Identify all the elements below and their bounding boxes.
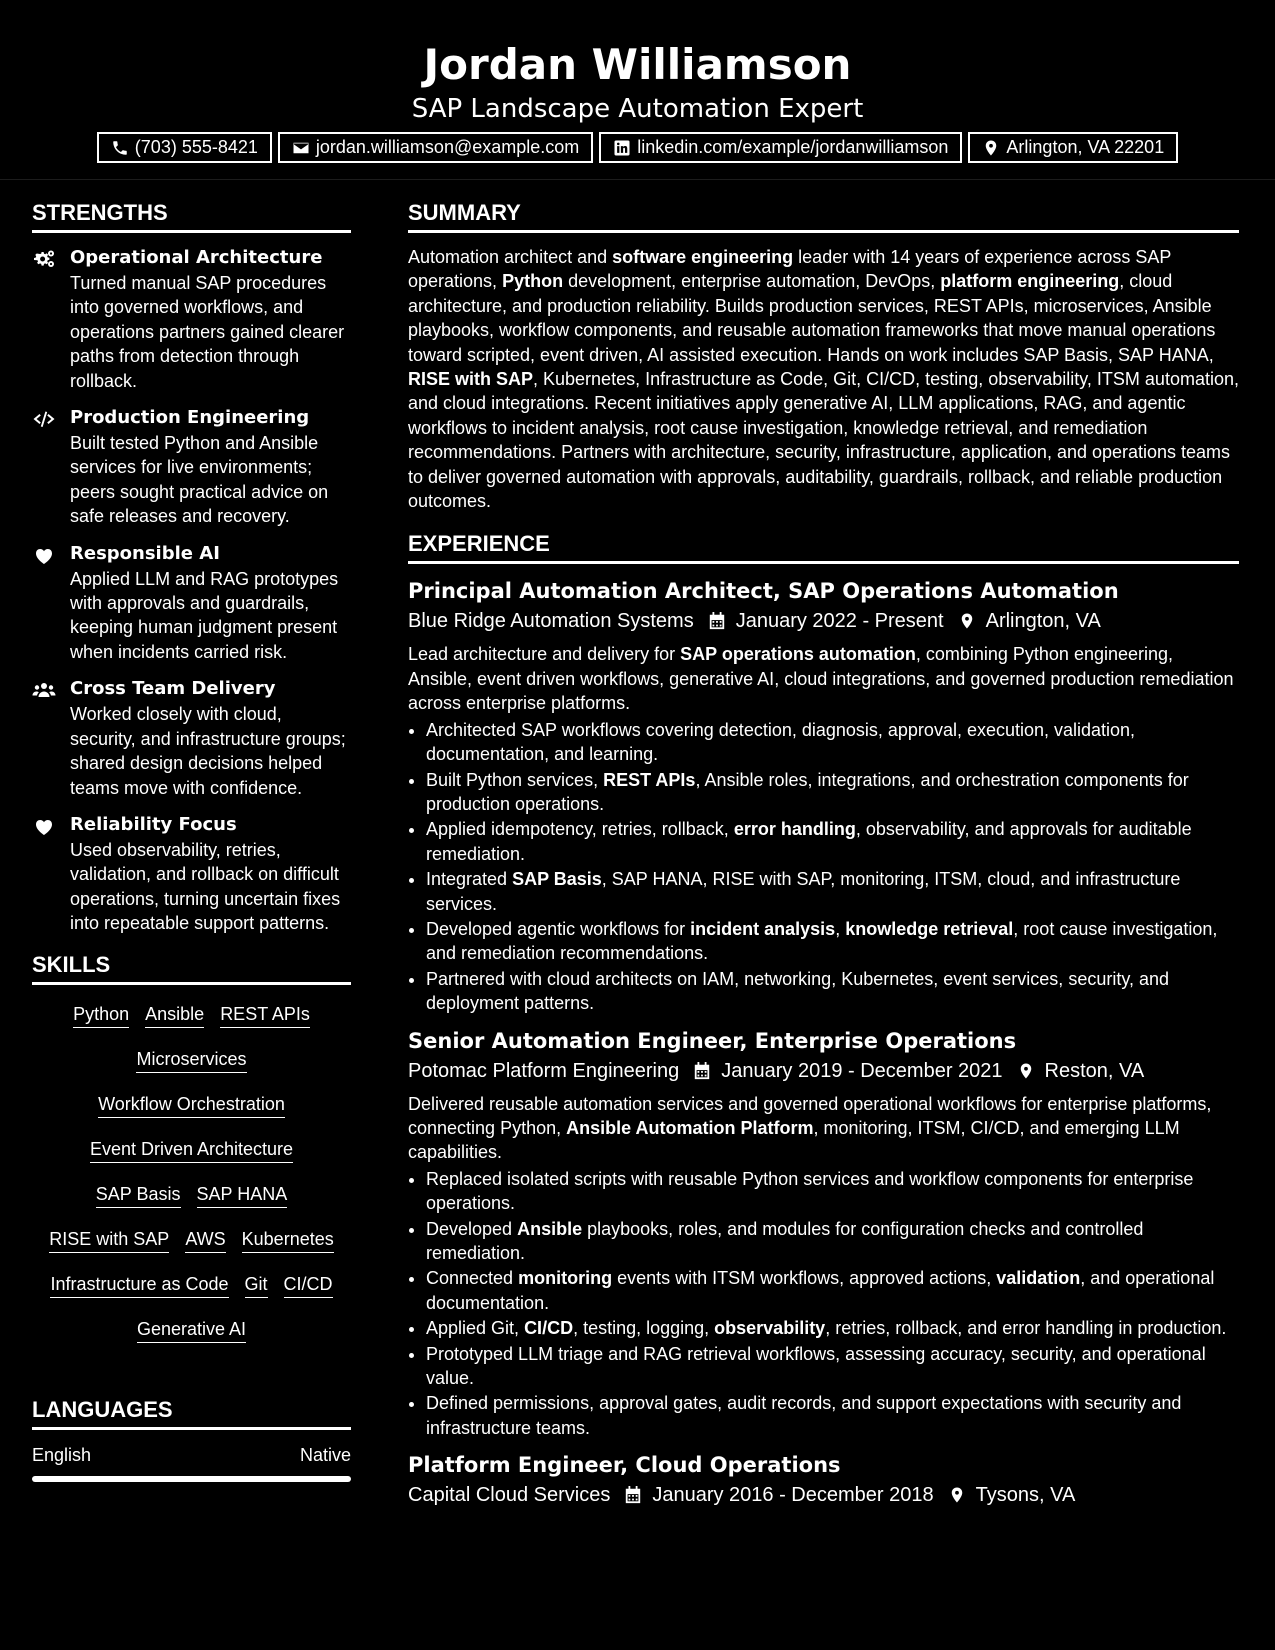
- job-entry: [408, 1026, 1239, 1441]
- skills-row: [36, 1271, 347, 1316]
- strength-icon-wrap: [32, 812, 56, 936]
- skills-row: [36, 1091, 347, 1136]
- job-bullets: [408, 1167, 1239, 1440]
- skills-row: [36, 1046, 347, 1091]
- job-bullet: [426, 917, 1239, 966]
- experience-heading: EXPERIENCE: [408, 529, 1239, 564]
- emphasis-text: CI/CD: [524, 1318, 574, 1339]
- map-pin-icon: [1017, 1061, 1035, 1081]
- contact-linkedin[interactable]: [599, 132, 962, 163]
- text-segment: Partnered with cloud architects on IAM, networking, Kubernetes, event services, security, and deployment patterns.: [426, 968, 1170, 1014]
- strength-item: [32, 812, 351, 936]
- text-segment: , cloud architecture, and production reliability. Builds production services, REST APIs, microservices, Ansible playbooks, workflow components, and reusable automation frameworks that move manual operations toward scripted, event driven, AI assisted execution. Hands on work includes SAP Basis, SAP HANA,: [408, 271, 1216, 365]
- strength-name: Production Engineering: [70, 407, 310, 429]
- language-level: Native: [299, 1444, 351, 1465]
- email-text: jordan.williamson@example.com: [315, 137, 580, 157]
- resume-header: [0, 0, 1275, 180]
- text-segment: , root cause investigation, and remediation recommendations.: [426, 918, 1218, 964]
- right-column: [408, 198, 1239, 1518]
- emphasis-text: knowledge retrieval: [845, 918, 1014, 939]
- location-text: Arlington, VA 22201: [1006, 137, 1165, 157]
- text-segment: , Kubernetes, Infrastructure as Code, Git, CI/CD, testing, observability, ITSM automation, and cloud integrations. Recent initiatives apply generative AI, LLM applications, RAG, and agentic workflows to incident analysis, root cause investigation, knowledge retrieval, and remediation recommendations. Partners with architecture, security, infrastructure, application, and operations teams to deliver governed automation with approvals, auditability, guardrails, rollback, and reliable production outcomes.: [408, 369, 1239, 512]
- text-segment: playbooks, roles, and modules for configuration checks and controlled remediation.: [426, 1218, 1144, 1263]
- skill-tag: RISE with SAP: [49, 1226, 169, 1253]
- job-title: Platform Engineer, Cloud Operations: [408, 1453, 841, 1478]
- strengths-list: [32, 245, 351, 936]
- job-location: Reston, VA: [1044, 1059, 1145, 1082]
- skills-row: [36, 1316, 347, 1361]
- skills-heading: SKILLS: [32, 950, 351, 985]
- emphasis-text: platform engineering: [940, 271, 1120, 292]
- strength-name: Cross Team Delivery: [70, 678, 276, 700]
- text-segment: Integrated: [426, 869, 513, 890]
- contact-email[interactable]: [278, 132, 593, 163]
- experience-list: [408, 576, 1239, 1510]
- emphasis-text: Ansible Automation Platform: [566, 1117, 814, 1138]
- text-segment: Connected: [426, 1268, 519, 1289]
- job-meta: [408, 1480, 1239, 1510]
- job-bullets: [408, 718, 1239, 1016]
- code-icon: [32, 409, 56, 429]
- language-name: English: [32, 1444, 92, 1465]
- text-segment: , and operational documentation.: [426, 1268, 1215, 1313]
- text-segment: , testing, logging,: [573, 1318, 715, 1339]
- map-pin-icon: [948, 1485, 966, 1505]
- text-segment: leader with 14 years of experience across SAP operations,: [408, 247, 1172, 292]
- strength-name: Operational Architecture: [70, 247, 323, 268]
- text-segment: Delivered reusable automation services and governed operational workflows for enterprise platforms, connecting Python,: [408, 1093, 1212, 1138]
- job-bullet: [426, 1266, 1239, 1315]
- language-item: [32, 1442, 351, 1482]
- skill-tag: Ansible: [145, 1001, 204, 1028]
- candidate-name: Jordan Williamson: [423, 40, 852, 89]
- strength-description: Worked closely with cloud, security, and infrastructure groups; shared design decisions helped teams move with confidence.: [70, 704, 346, 798]
- summary-heading: SUMMARY: [408, 198, 1239, 233]
- emphasis-text: monitoring: [518, 1268, 613, 1289]
- job-dates: January 2019 - December 2021: [721, 1059, 1003, 1082]
- job-bullet: [426, 718, 1239, 767]
- map-pin-icon: [958, 611, 976, 631]
- strength-body: [70, 245, 351, 393]
- strength-name: Responsible AI: [70, 542, 220, 564]
- job-title: Senior Automation Engineer, Enterprise Operations: [408, 1028, 1017, 1053]
- strengths-heading: STRENGTHS: [32, 198, 351, 233]
- summary-text: [408, 245, 1239, 513]
- job-bullet: [426, 1167, 1239, 1216]
- left-column: [32, 198, 351, 1482]
- job-title: Principal Automation Architect, SAP Operations Automation: [408, 579, 1119, 604]
- envelope-icon: [292, 139, 310, 157]
- text-segment: Replaced isolated scripts with reusable Python services and workflow components for enterprise operations.: [426, 1168, 1194, 1214]
- text-segment: , SAP HANA, RISE with SAP, monitoring, ITSM, cloud, and infrastructure services.: [426, 869, 1181, 914]
- skills-row: [36, 1226, 347, 1271]
- text-segment: , observability, and approvals for auditable remediation.: [426, 819, 1192, 864]
- skill-tag: Kubernetes: [242, 1226, 334, 1253]
- skill-tag: CI/CD: [284, 1271, 333, 1298]
- job-description: [408, 642, 1239, 715]
- job-company: Capital Cloud Services: [408, 1484, 611, 1507]
- skill-tag: Microservices: [136, 1046, 246, 1073]
- skill-tag: Git: [245, 1271, 268, 1298]
- language-row: [32, 1442, 351, 1468]
- job-bullet: [426, 1316, 1239, 1340]
- job-entry: [408, 1450, 1239, 1510]
- emphasis-text: SAP operations automation: [680, 644, 916, 665]
- skill-tag: Python: [73, 1001, 129, 1028]
- job-company: Blue Ridge Automation Systems: [408, 610, 694, 633]
- skills-row: [36, 1001, 347, 1046]
- job-bullet: [426, 867, 1239, 916]
- emphasis-text: Python: [502, 271, 564, 292]
- strength-icon-wrap: [32, 541, 56, 665]
- job-bullet: [426, 967, 1239, 1016]
- skills-row: [36, 1181, 347, 1226]
- job-location: Arlington, VA: [985, 610, 1101, 633]
- job-dates: January 2022 - Present: [735, 610, 944, 633]
- job-meta: [408, 606, 1239, 636]
- emphasis-text: incident analysis: [690, 918, 836, 939]
- text-segment: Architected SAP workflows covering detection, diagnosis, approval, execution, validation, documentation, and learning.: [426, 719, 1136, 765]
- emphasis-text: observability: [714, 1318, 826, 1339]
- skill-tag: Workflow Orchestration: [98, 1091, 285, 1118]
- skill-tag: SAP HANA: [197, 1181, 288, 1208]
- text-segment: ,: [835, 918, 846, 939]
- strength-body: [70, 541, 351, 665]
- text-segment: Lead architecture and delivery for: [408, 644, 681, 665]
- strength-icon-wrap: [32, 245, 56, 393]
- calendar-icon: [624, 1485, 642, 1505]
- contact-location[interactable]: [968, 132, 1178, 163]
- strength-name: Reliability Focus: [70, 813, 237, 835]
- map-pin-icon: [982, 139, 1000, 157]
- text-segment: Applied Git,: [426, 1318, 525, 1339]
- emphasis-text: SAP Basis: [512, 869, 602, 890]
- emphasis-text: error handling: [733, 819, 856, 840]
- users-icon: [32, 680, 56, 700]
- language-bar-track: [32, 1476, 351, 1482]
- job-bullet: [426, 1342, 1239, 1391]
- skill-tag: Infrastructure as Code: [50, 1271, 228, 1298]
- strength-item: [32, 541, 351, 665]
- strength-item: [32, 676, 351, 800]
- text-segment: Applied idempotency, retries, rollback,: [426, 819, 734, 840]
- text-segment: development, enterprise automation, DevOps,: [563, 271, 941, 292]
- text-segment: Built Python services,: [426, 769, 604, 790]
- emphasis-text: software engineering: [612, 247, 794, 267]
- emphasis-text: validation: [996, 1268, 1081, 1289]
- job-entry: [408, 576, 1239, 1015]
- linkedin-text: linkedin.com/example/jordanwilliamson: [637, 137, 949, 157]
- text-segment: , monitoring, ITSM, CI/CD, and emerging LLM capabilities.: [408, 1117, 1180, 1163]
- emphasis-text: RISE with SAP: [408, 369, 534, 390]
- skill-tag: Generative AI: [137, 1316, 246, 1343]
- calendar-icon: [708, 611, 726, 631]
- contact-bar: [0, 132, 1275, 163]
- skill-tag: Event Driven Architecture: [90, 1136, 293, 1163]
- linkedin-icon: [613, 139, 631, 157]
- skill-tag: AWS: [185, 1226, 225, 1253]
- strength-description: Turned manual SAP procedures into governed workflows, and operations partners gained clearer paths from detection through rollback.: [70, 273, 345, 391]
- strength-description: Used observability, retries, validation, and rollback on difficult operations, turning uncertain fixes into repeatable support patterns.: [70, 839, 341, 934]
- skill-tag: REST APIs: [220, 1001, 310, 1028]
- contact-phone[interactable]: [97, 132, 272, 163]
- language-proficiency-bar: [32, 1476, 351, 1482]
- candidate-title: SAP Landscape Automation Expert: [411, 94, 864, 124]
- strength-item: [32, 245, 351, 393]
- text-segment: events with ITSM workflows, approved actions,: [612, 1268, 997, 1289]
- strength-description: Built tested Python and Ansible services for live environments; peers sought practical advice on safe releases and recovery.: [70, 433, 329, 527]
- job-bullet: [426, 1391, 1239, 1440]
- strength-body: [70, 676, 351, 800]
- heart-icon: [32, 545, 56, 565]
- job-bullet: [426, 817, 1239, 866]
- phone-text: (703) 555-8421: [134, 137, 258, 157]
- emphasis-text: REST APIs: [603, 769, 696, 790]
- text-segment: , Ansible roles, integrations, and orchestration components for production operations.: [426, 769, 1189, 814]
- languages-heading: LANGUAGES: [32, 1395, 351, 1430]
- heart-icon: [32, 816, 56, 836]
- strength-icon-wrap: [32, 405, 56, 529]
- text-segment: Automation architect and: [408, 247, 613, 267]
- strength-icon-wrap: [32, 676, 56, 800]
- text-segment: , retries, rollback, and error handling in production.: [825, 1318, 1227, 1339]
- emphasis-text: Ansible: [517, 1218, 583, 1239]
- text-segment: Developed: [426, 1218, 518, 1239]
- text-segment: Developed agentic workflows for: [426, 918, 691, 939]
- gears-icon: [32, 249, 56, 269]
- skills-list: [32, 997, 351, 1361]
- strength-body: [70, 812, 351, 936]
- job-location: Tysons, VA: [975, 1484, 1076, 1507]
- languages-list: [32, 1442, 351, 1482]
- skills-row: [36, 1136, 347, 1181]
- phone-icon: [111, 139, 129, 157]
- text-segment: Prototyped LLM triage and RAG retrieval workflows, assessing accuracy, security, and operational value.: [426, 1343, 1206, 1389]
- job-dates: January 2016 - December 2018: [652, 1484, 934, 1507]
- job-description: [408, 1092, 1239, 1165]
- skill-tag: SAP Basis: [96, 1181, 181, 1208]
- strength-body: [70, 405, 351, 529]
- job-meta: [408, 1056, 1239, 1086]
- strength-item: [32, 405, 351, 529]
- strength-description: Applied LLM and RAG prototypes with approvals and guardrails, keeping human judgment present when incidents carried risk.: [70, 568, 339, 662]
- job-company: Potomac Platform Engineering: [408, 1059, 680, 1082]
- calendar-icon: [693, 1061, 711, 1081]
- job-bullet: [426, 768, 1239, 817]
- text-segment: Defined permissions, approval gates, audit records, and support expectations with security and infrastructure teams.: [426, 1393, 1182, 1438]
- text-segment: , combining Python engineering, Ansible, event driven workflows, generative AI, cloud integrations, and governed production remediation across enterprise platforms.: [408, 644, 1234, 714]
- job-bullet: [426, 1217, 1239, 1266]
